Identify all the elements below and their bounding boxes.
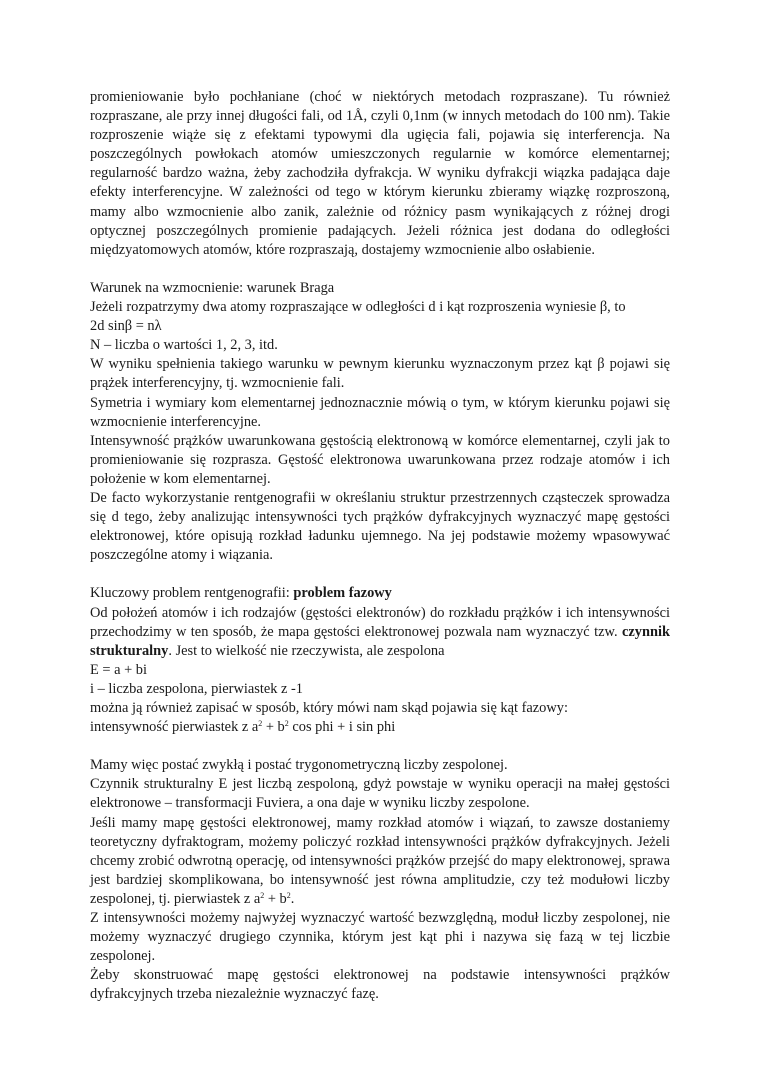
intensity-formula-post: cos phi + i sin phi (288, 719, 396, 736)
phase-problem-heading-bold: problem fazowy (293, 585, 392, 602)
paragraph-structure-factor-complex: Czynnik strukturalny E jest liczbą zespoloną, gdyż powstaje w wyniku operacji na małej gęstości elektronowe – transformacji Fuviera, a ona daje w wyniku liczby zespolone. (90, 776, 670, 812)
bragg-condition-heading: Warunek na wzmocnienie: warunek Braga (90, 279, 335, 296)
phase-angle-line: można ją również zapisać w sposób, który mówi nam skąd pojawia się kąt fazowy: (90, 700, 568, 716)
electron-map-mid: + b (264, 890, 287, 907)
paragraph-interference-fringe: W wyniku spełnienia takiego warunku w pewnym kierunku wyznaczonym przez kąt β pojawi się prążek interferencyjny, tj. wzmocnienie fali. (90, 356, 670, 392)
paragraph-complex-forms: Mamy więc postać zwykłą i postać trygonometryczną liczby zespolonej. (90, 757, 508, 774)
paragraph-spacer (90, 260, 670, 279)
phase-problem-heading-prefix: Kluczowy problem rentgenografii: (90, 585, 294, 602)
bragg-formula: 2d sinβ = nλ (90, 318, 162, 335)
electron-map-exponent-a: 2 (260, 890, 265, 900)
paragraph-fringe-intensity: Intensywność prążków uwarunkowana gęstością elektronową w komórce elementarnej, czyli jak to promieniowanie się rozprasza. Gęstość elektronowa uwarunkowana przez rodzaje atomów i ich położenie w kom elementarnej. (90, 432, 670, 487)
complex-number-formula: E = a + bi (90, 661, 147, 678)
structure-factor-term: czynnik strukturalny (90, 623, 670, 659)
intensity-formula-mid: + b (262, 719, 285, 736)
imaginary-unit-definition: i – liczba zespolona, pierwiastek z -1 (90, 680, 303, 697)
intensity-formula-exponent-a: 2 (258, 719, 263, 729)
intensity-formula-exponent-b: 2 (284, 719, 289, 729)
paragraph-de-facto: De facto wykorzystanie rentgenografii w określaniu struktur przestrzennych cząsteczek sprowadza się d tego, żeby analizując intensywności tych prążków dyfrakcyjnych wyznaczyć mapę gęstości elektronowej, które opisują rozkład ładunku ujemnego. Na jej podstawie możemy wpasowywać poszczególne atomy i wiązania. (90, 489, 670, 564)
paragraph-electron-map (90, 814, 670, 909)
paragraph-symmetry: Symetria i wymiary kom elementarnej jednoznacznie mówią o tym, w którym kierunku pojawi się wzmocnienie interferencyjne. (90, 394, 670, 430)
paragraph-construct-map: Żeby skonstruować mapę gęstości elektronowej na podstawie intensywności prążków dyfrakcyjnych trzeba niezależnie wyznaczyć fazę. (90, 967, 670, 1003)
electron-map-exponent-b: 2 (286, 890, 291, 900)
structure-factor-text-pre: Od położeń atomów i ich rodzajów (gęstości elektronów) do rozkładu prążków i ich intensywności przechodzimy w ten sposób, że mapa gęstości elektronowej pozwala nam wyznaczyć tzw. (90, 604, 670, 640)
document-page (90, 88, 670, 1005)
intensity-formula-pre: intensywność pierwiastek z a (90, 719, 259, 736)
paragraph-spacer (90, 565, 670, 584)
n-definition: N – liczba o wartości 1, 2, 3, itd. (90, 337, 278, 354)
paragraph-spacer (90, 737, 670, 756)
paragraph-modulus: Z intensywności możemy najwyżej wyznaczyć wartość bezwzględną, moduł liczby zespolonej, nie możemy wyznaczyć drugiego czynnika, którym jest kąt phi i nazywa się fazą w tej liczbie zespolonej. (90, 910, 670, 965)
electron-map-text: Jeśli mamy mapę gęstości elektronowej, mamy rozkład atomów i wiązań, to zawsze dostaniemy teoretyczny dyfraktogram, możemy policzyć rozkład intensywności prążków dyfrakcyjnych. Jeżeli chcemy zrobić odwrotną operację, od intensywności prążków przejść do mapy elektronowej, sprawa jest bardziej skomplikowana, bo intensywność jest równa amplitudzie, czy też modułowi liczby zespolonej, tj. pierwiastek z a (90, 814, 670, 907)
structure-factor-text-post: . Jest to wielkość nie rzeczywista, ale zespolona (168, 642, 445, 659)
electron-map-end: . (290, 890, 295, 907)
paragraph-diffraction-intro: promieniowanie było pochłaniane (choć w niektórych metodach rozpraszane). Tu również rozpraszane, ale przy innej długości fali, od 1Å, czyli 0,1nm (w innych metodach do 100 nm). Takie rozproszenie wiąże się z efektami typowymi dla ugięcia fali, pojawia się interferencja. Na poszczególnych powłokach atomów umieszczonych regularnie w komórce elementarnej; regularność bardzo ważna, żeby zachodziła dyfrakcja. W wyniku dyfrakcji wiązka padająca daje efekty interferencyjne. W zależności od tego w którym kierunku zbieramy wiązkę rozproszoną, mamy albo wzmocnienie albo zanik, zależnie od różnicy pasm wynikających z różnej drogi optycznej poszczególnych promienie padających. Jeżeli różnica jest dodana do odległości międzyatomowych atomów, które rozpraszają, dostajemy wzmocnienie albo osłabienie. (90, 89, 670, 258)
intensity-formula (90, 718, 670, 737)
phase-problem-heading (90, 584, 670, 603)
bragg-condition-intro: Jeżeli rozpatrzymy dwa atomy rozpraszające w odległości d i kąt rozproszenia wyniesie β, to (90, 299, 626, 316)
paragraph-structure-factor (90, 604, 670, 661)
